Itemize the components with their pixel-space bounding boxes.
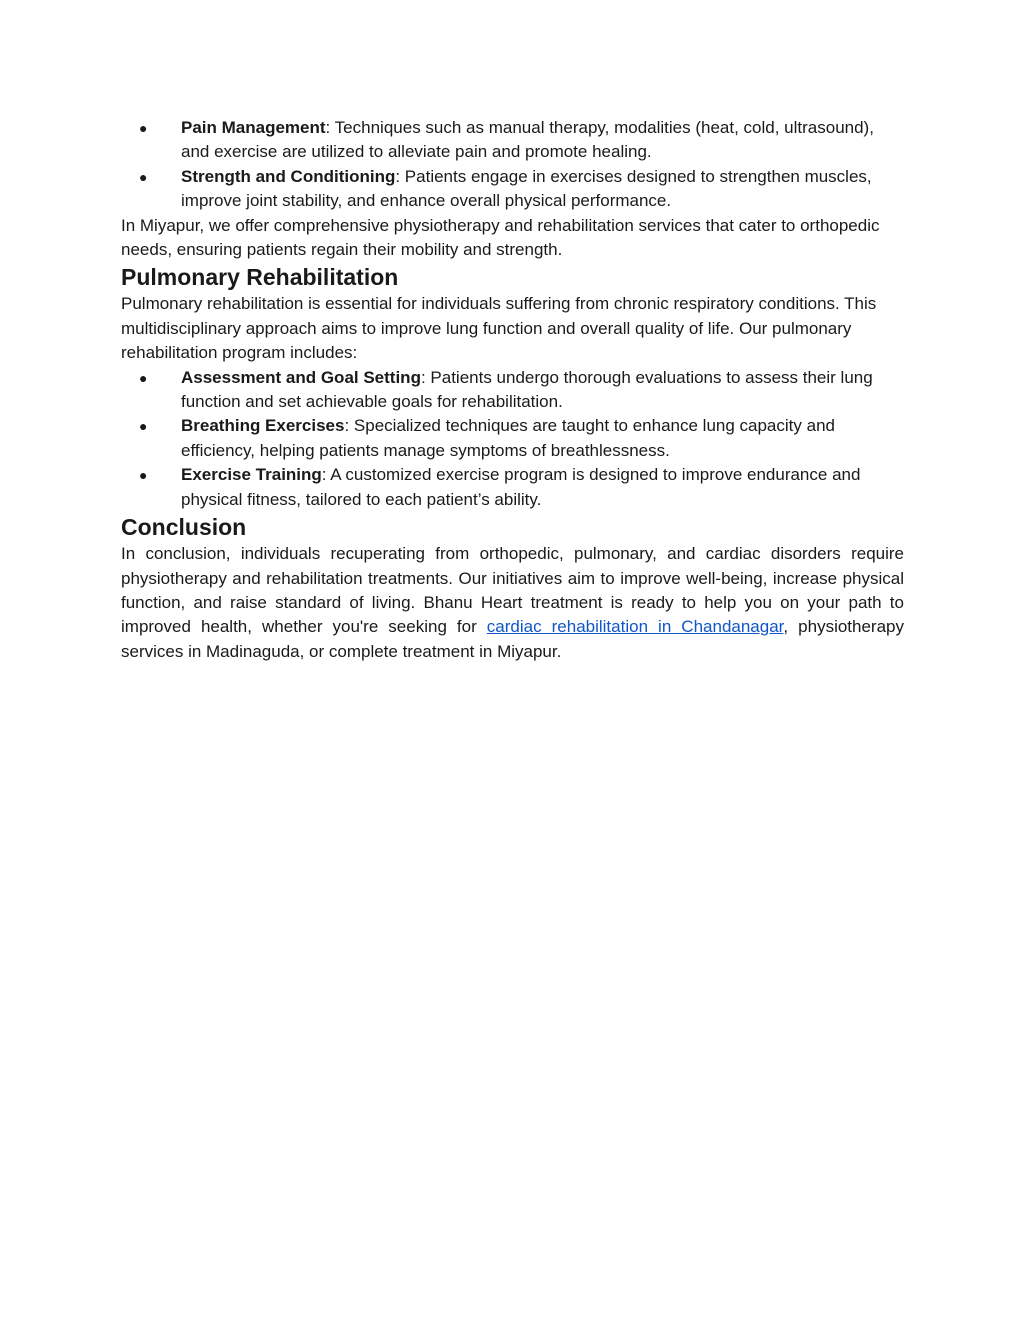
conclusion-paragraph — [121, 542, 904, 664]
therapy-list — [121, 116, 904, 214]
bullet-icon: ● — [139, 467, 148, 484]
pulmonary-paragraph: Pulmonary rehabilitation is essential for individuals suffering from chronic respiratory conditions. This multidisciplinary approach aims to improve lung function and overall quality of life. Our pulmonary rehabilitation program includes: — [121, 294, 877, 363]
list-item — [121, 463, 904, 512]
bullet-icon: ● — [139, 418, 148, 435]
cardiac-rehabilitation-link[interactable]: cardiac rehabilitation in Chandanagar — [486, 617, 784, 637]
bullet-icon: ● — [139, 120, 148, 136]
list-item — [121, 414, 904, 463]
list-item — [121, 366, 904, 415]
list-item — [121, 116, 904, 165]
list-item-desc: : Techniques such as manual therapy, modalities (heat, cold, ultrasound), and exercise are utilized to alleviate pain and promote healing. — [181, 118, 874, 162]
conclusion-heading: Conclusion — [121, 514, 247, 541]
document-page — [121, 116, 904, 664]
bullet-icon: ● — [139, 369, 148, 386]
list-item-desc: : Specialized techniques are taught to enhance lung capacity and efficiency, helping patients manage symptoms of breathlessness. — [181, 416, 835, 460]
intro-paragraph: In Miyapur, we offer comprehensive physiotherapy and rehabilitation services that cater to orthopedic needs, ensuring patients regain their mobility and strength. — [121, 215, 880, 260]
list-item-term: Exercise Training — [181, 465, 322, 485]
list-item-term: Assessment and Goal Setting — [181, 367, 421, 387]
conclusion-text-after-link: , physiotherapy services in Madinaguda, or complete treatment in Miyapur. — [121, 617, 904, 661]
conclusion-text-before-link: In conclusion, individuals recuperating from orthopedic, pulmonary, and cardiac disorders require physiotherapy and rehabilitation treatments. Our initiatives aim to improve well-being, increase physical function, and raise standard of living. Bhanu Heart treatment is ready to help you on your path to improved health, whether you're seeking for — [121, 544, 904, 637]
list-item — [121, 165, 904, 214]
list-item-desc: : Patients undergo thorough evaluations to assess their lung function and set achievable goals for rehabilitation. — [181, 367, 873, 412]
pulmonary-heading: Pulmonary Rehabilitation — [121, 264, 399, 291]
pulmonary-list — [121, 366, 904, 512]
list-item-desc: : A customized exercise program is designed to improve endurance and physical fitness, tailored to each patient’s ability. — [181, 465, 861, 509]
list-item-desc: : Patients engage in exercises designed to strengthen muscles, improve joint stability, and enhance overall physical performance. — [181, 166, 872, 211]
bullet-icon: ● — [139, 168, 148, 185]
list-item-term: Strength and Conditioning — [181, 166, 396, 186]
list-item-term: Pain Management — [181, 118, 326, 137]
list-item-term: Breathing Exercises — [181, 416, 345, 436]
